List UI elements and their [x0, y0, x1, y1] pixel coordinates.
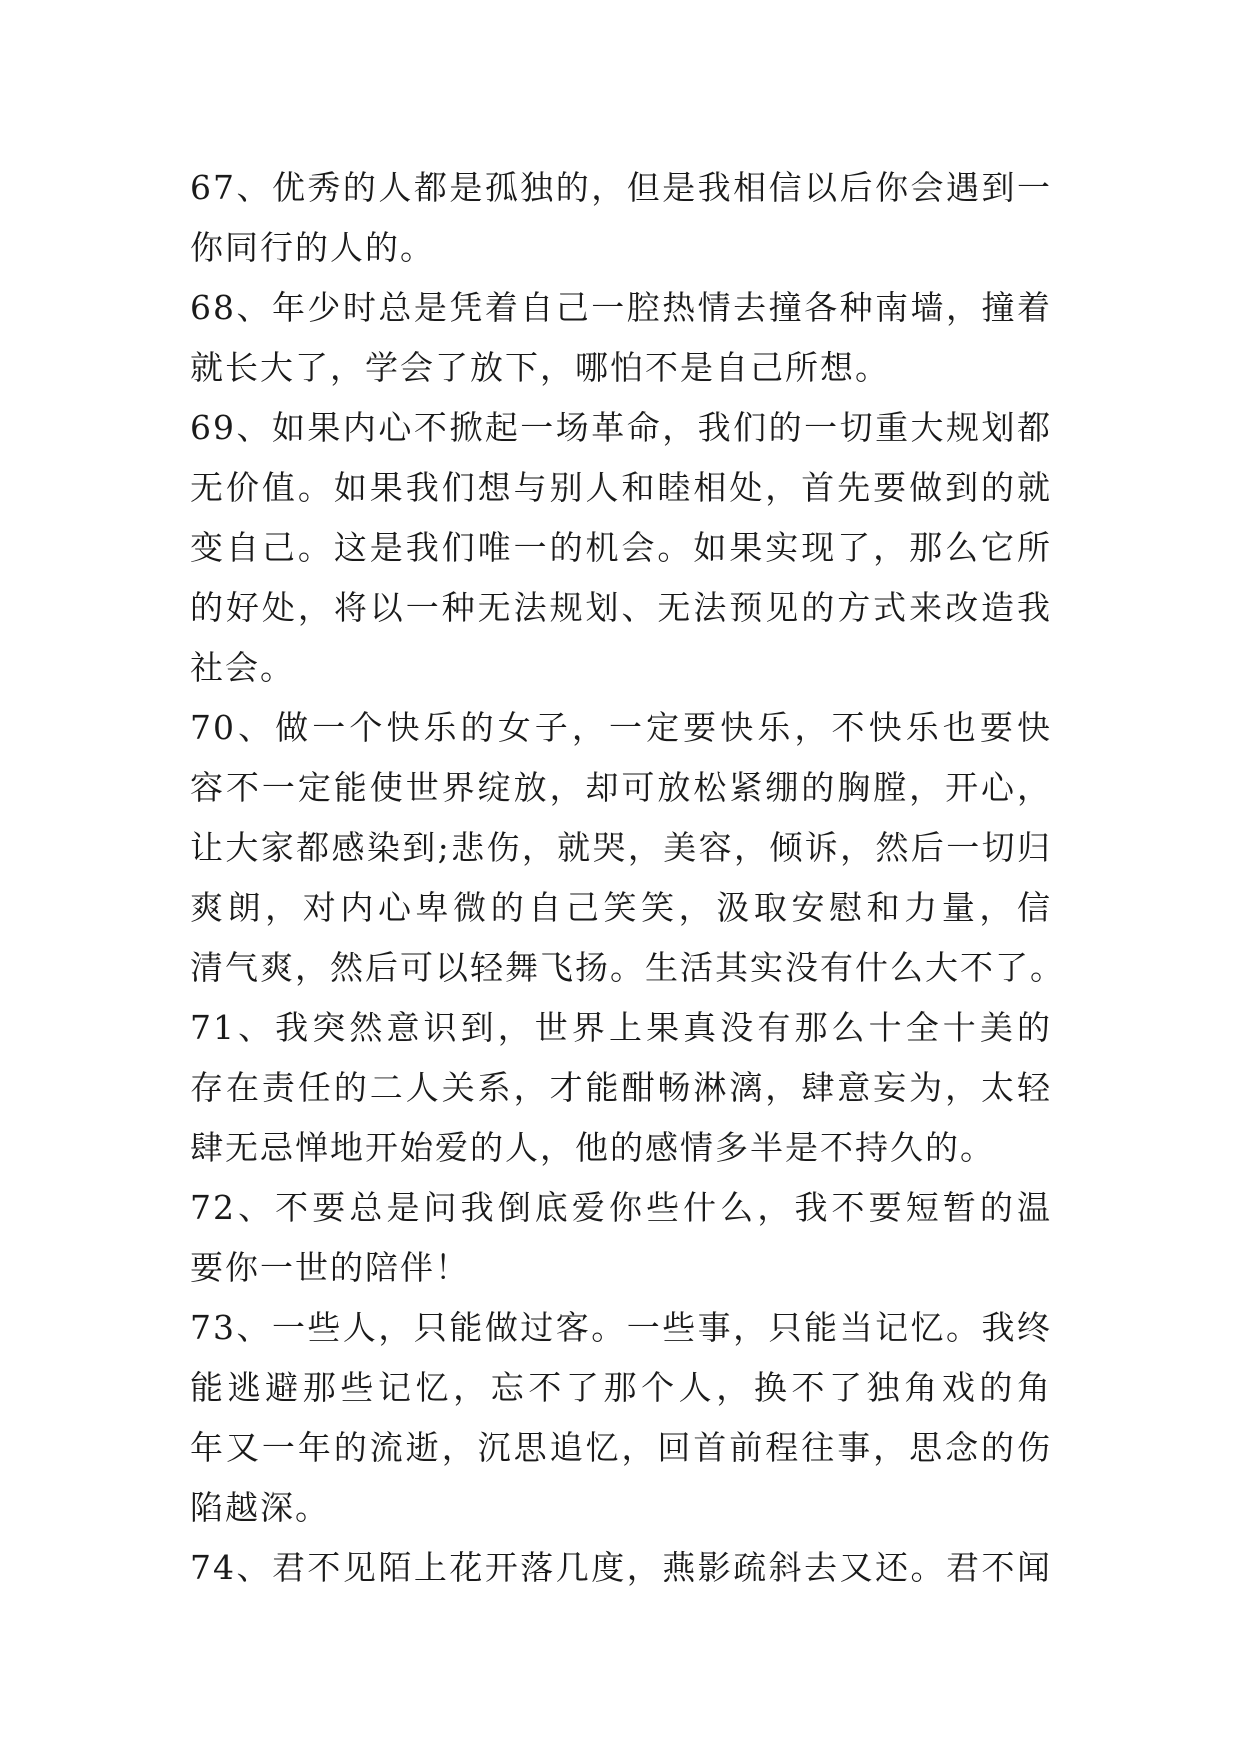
text-line: 就长大了，学会了放下，哪怕不是自己所想。 [190, 348, 890, 387]
paragraph-68 [190, 278, 1052, 398]
text-line: 70、做一个快乐的女子，一定要快乐，不快乐也要快 [190, 708, 1052, 747]
text-line: 容不一定能使世界绽放，却可放松紧绷的胸膛，开心， [190, 768, 1052, 807]
text-line: 的好处，将以一种无法规划、无法预见的方式来改造我 [190, 588, 1052, 627]
paragraph-69 [190, 398, 1052, 698]
text-line: 71、我突然意识到，世界上果真没有那么十全十美的 [190, 1008, 1052, 1047]
paragraph-72 [190, 1178, 1052, 1298]
text-line: 肆无忌惮地开始爱的人，他的感情多半是不持久的。 [190, 1128, 995, 1167]
text-line: 存在责任的二人关系，才能酣畅淋漓，肆意妄为，太轻 [190, 1068, 1052, 1107]
text-line: 年又一年的流逝，沉思追忆，回首前程往事，思念的伤 [190, 1428, 1052, 1467]
text-line: 陷越深。 [190, 1488, 330, 1527]
text-line: 74、君不见陌上花开落几度，燕影疏斜去又还。君不闻 [190, 1548, 1052, 1587]
text-line: 67、优秀的人都是孤独的，但是我相信以后你会遇到一 [190, 168, 1052, 207]
text-line: 73、一些人，只能做过客。一些事，只能当记忆。我终 [190, 1308, 1052, 1347]
text-line: 社会。 [190, 648, 295, 687]
text-line: 变自己。这是我们唯一的机会。如果实现了，那么它所 [190, 528, 1052, 567]
paragraph-71 [190, 998, 1052, 1178]
document-body [190, 158, 1065, 1598]
paragraph-70 [190, 698, 1065, 998]
paragraph-73 [190, 1298, 1052, 1538]
text-line: 要你一世的陪伴！ [190, 1248, 470, 1287]
text-line: 让大家都感染到;悲伤，就哭，美容，倾诉，然后一切归 [190, 828, 1052, 867]
text-line: 能逃避那些记忆，忘不了那个人，换不了独角戏的角 [190, 1368, 1052, 1407]
paragraph-74 [190, 1538, 1052, 1598]
paragraph-67 [190, 158, 1052, 278]
text-line: 清气爽，然后可以轻舞飞扬。生活其实没有什么大不了。 [190, 948, 1065, 987]
text-line: 72、不要总是问我倒底爱你些什么，我不要短暂的温 [190, 1188, 1052, 1227]
text-line: 爽朗，对内心卑微的自己笑笑，汲取安慰和力量，信 [190, 888, 1052, 927]
text-line: 无价值。如果我们想与别人和睦相处，首先要做到的就 [190, 468, 1052, 507]
text-line: 69、如果内心不掀起一场革命，我们的一切重大规划都 [190, 408, 1052, 447]
text-line: 你同行的人的。 [190, 228, 435, 267]
text-line: 68、年少时总是凭着自己一腔热情去撞各种南墙，撞着 [190, 288, 1052, 327]
